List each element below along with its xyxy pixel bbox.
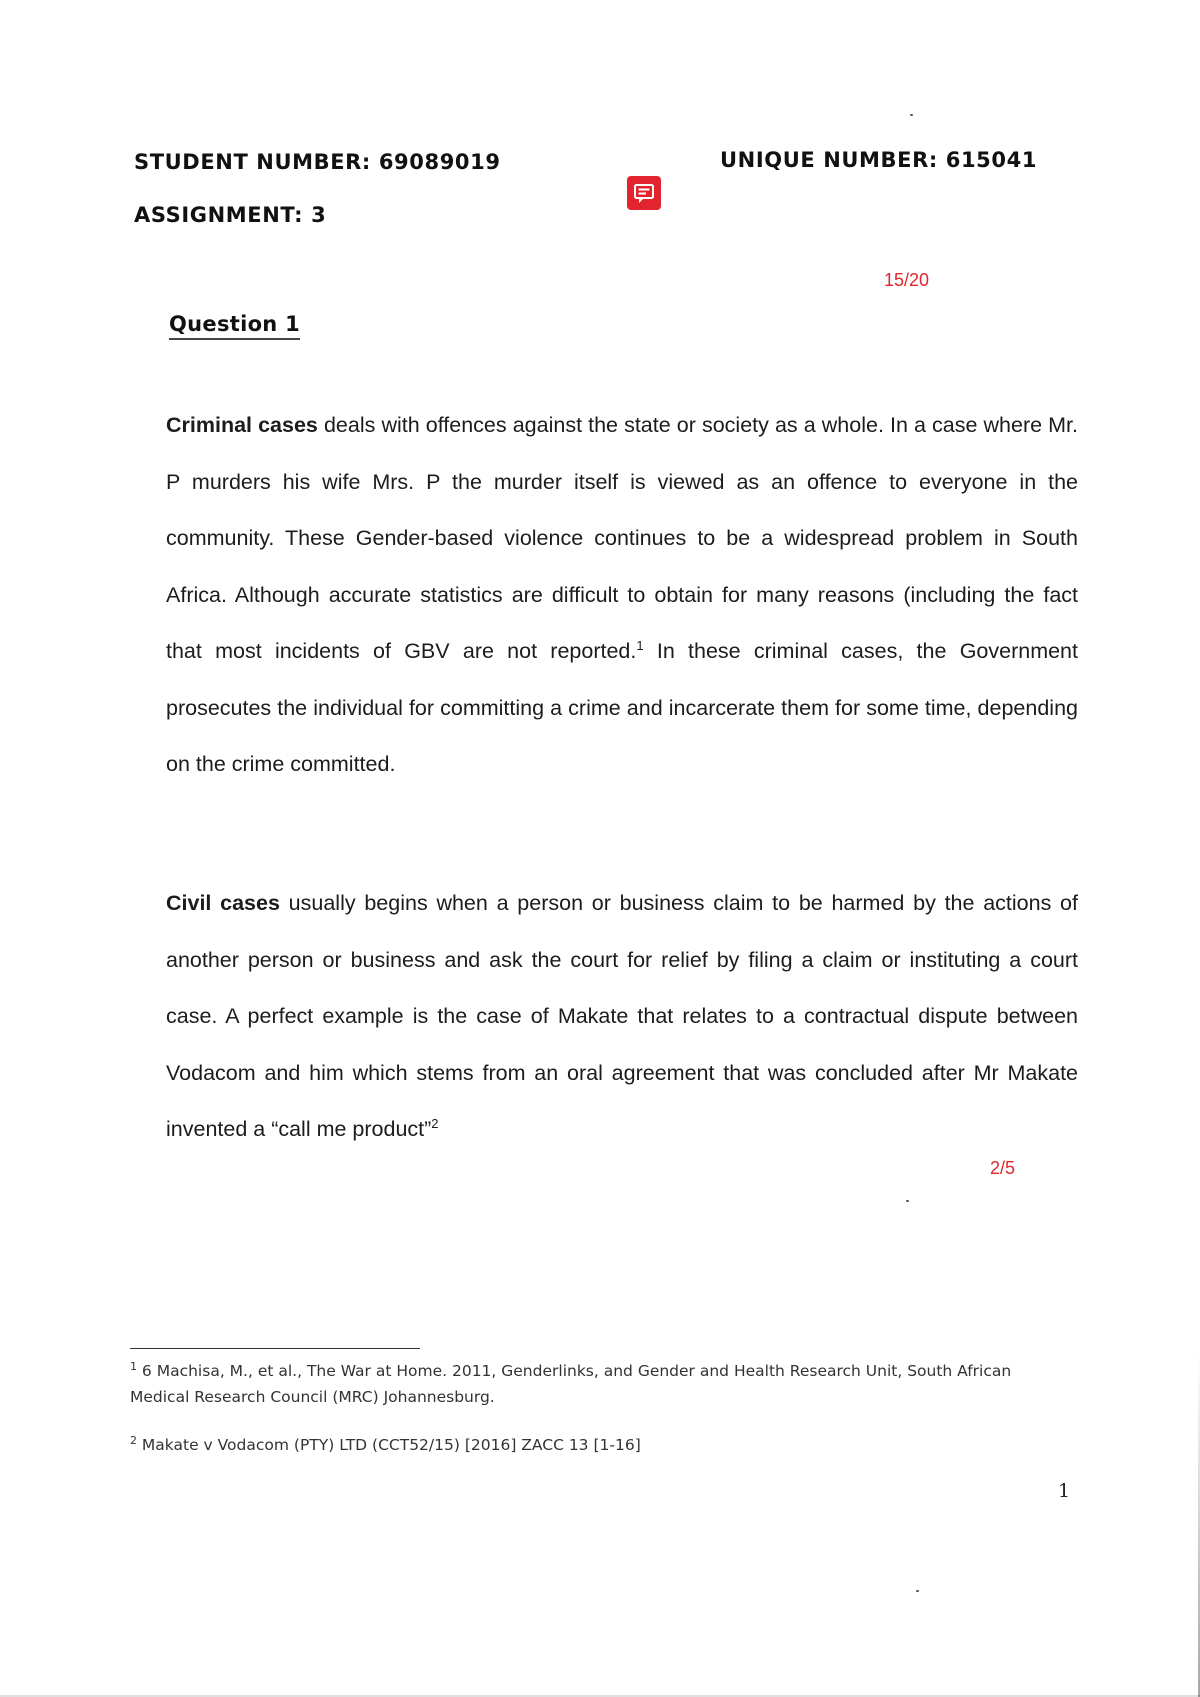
civil-cases-lead: Civil cases [166,891,280,915]
question-1-mark: 15/20 [884,270,930,290]
criminal-cases-lead: Criminal cases [166,413,318,437]
footnote-divider [130,1348,420,1349]
civil-mark: 2/5 [990,1158,1016,1178]
criminal-cases-text: deals with offences against the state or society as a whole. In a case where Mr. P murders his wife Mrs. P the murder itself is viewed as an offence to everyone in the community. These Gender-based violence continues to be a widespread problem in South Africa. Although accurate statistics are difficult to obtain for many reasons (including the fact that most incidents of GBV are not reported. [166,413,1079,663]
criminal-cases-paragraph [166,397,1078,793]
student-number: STUDENT NUMBER: 69089019 [134,150,501,174]
scan-speck [916,1590,919,1592]
unique-number: UNIQUE NUMBER: 615041 [720,148,1038,172]
assignment-label: ASSIGNMENT: 3 [134,203,327,227]
footnote-1-text: 6 Machisa, M., et al., The War at Home. 2011, Genderlinks, and Gender and Health Research Unit, South African Medical Research Council (MRC) Johannesburg. [130,1362,1012,1406]
footnote-ref-1[interactable]: 1 [636,637,644,653]
question-title: Question 1 [169,312,300,340]
footnote-1 [130,1358,1075,1410]
footnote-2-number: 2 [130,1433,137,1447]
comment-icon[interactable] [627,176,661,210]
scan-speck [910,114,913,116]
footnote-2-text: Makate v Vodacom (PTY) LTD (CCT52/15) [2016] ZACC 13 [1-16] [137,1436,641,1454]
criminal-cases-text-after: In these criminal cases, the Government prosecutes the individual for committing a crime and incarcerate them for some time, depending on the crime committed. [166,639,1078,776]
footnote-1-number: 1 [130,1359,137,1373]
page-number: 1 [1058,1480,1071,1502]
civil-cases-text: usually begins when a person or business claim to be harmed by the actions of another person or business and ask the court for relief by filing a claim or instituting a court case. A perfect example is the case of Makate that relates to a contractual dispute between Vodacom and him which stems from an oral agreement that was concluded after Mr Makate invented a “call me product” [166,891,1078,1141]
footnote-ref-2[interactable]: 2 [431,1115,439,1131]
civil-cases-paragraph [166,875,1078,1158]
footnote-2 [130,1432,1075,1458]
scan-speck [906,1200,909,1202]
